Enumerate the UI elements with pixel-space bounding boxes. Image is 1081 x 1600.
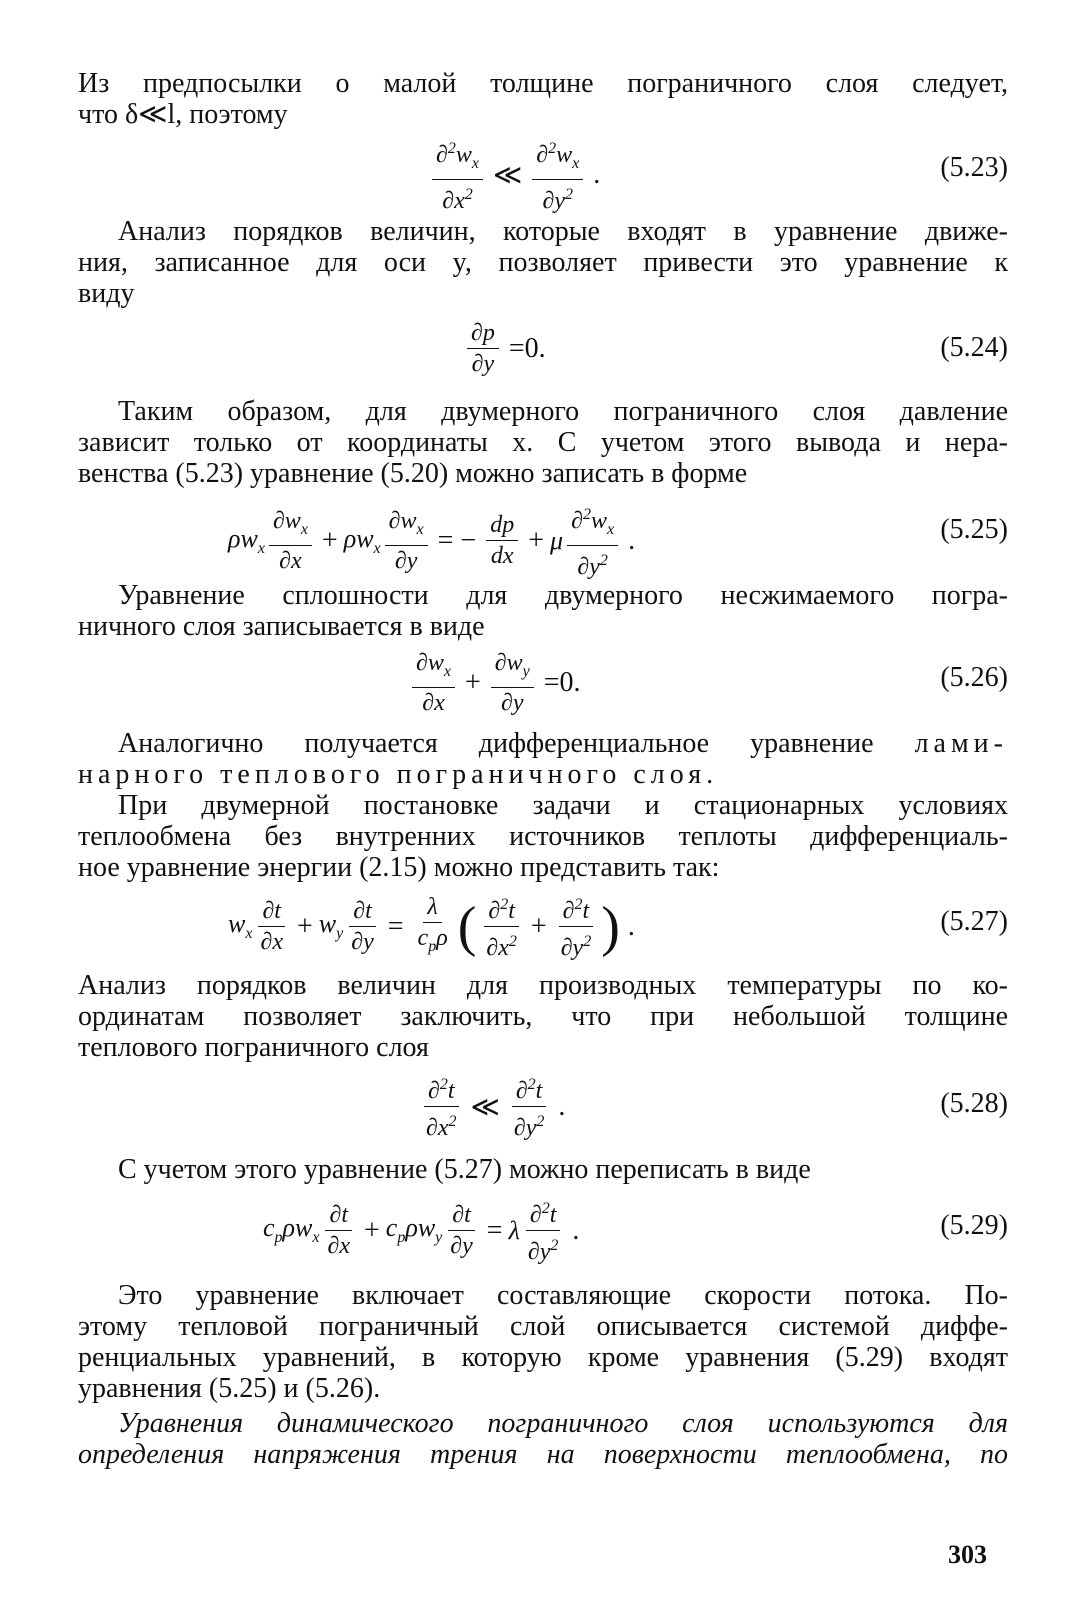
text-line: этому тепловой пограничный слой описывается системой диффе- <box>78 1311 1008 1342</box>
paragraph-8 <box>78 1154 1008 1185</box>
paragraph-3 <box>78 396 1008 489</box>
paragraph-1 <box>78 68 1008 130</box>
text-line: ничного слоя записывается в виде <box>78 611 485 642</box>
text-line: Уравнения динамического пограничного слоя используются для <box>118 1408 1008 1439</box>
equation-body: $c_p\rho w_x$ $\frac{\partial t}{\partial x}$ + $c_p\rho w_y$ $\frac{\partial t}{\partial y}$ = λ $\frac{\partial^2t}{\partial y^2}$ . <box>263 1196 585 1265</box>
paragraph-9 <box>78 1280 1008 1404</box>
paragraph-10 <box>78 1408 1008 1470</box>
equation-number: (5.25) <box>940 514 1008 545</box>
equation-5-25 <box>78 502 1008 580</box>
equation-number: (5.29) <box>940 1210 1008 1241</box>
equation-body: $\frac{\partial p}{\partial y}$ =0. <box>463 320 552 377</box>
spaced-term: лами- <box>914 728 1008 759</box>
text-line: С учетом этого уравнение (5.27) можно переписать в виде <box>118 1154 811 1185</box>
equation-5-24 <box>78 320 1008 384</box>
text-line: При двумерной постановке задачи и стационарных условиях <box>118 790 1008 821</box>
spaced-term: нарного теплового пограничного слоя. <box>78 759 719 790</box>
text-line: определения напряжения трения на поверхности теплообмена, по <box>78 1439 1008 1470</box>
text-line: уравнения (5.25) и (5.26). <box>78 1373 381 1404</box>
text-line: ния, записанное для оси y, позволяет привести это уравнение к <box>78 247 1008 278</box>
text-span: Аналогично получается дифференциальное уравнение <box>118 728 874 759</box>
equation-body: $w_x$ $\frac{\partial t}{\partial x}$ + $w_y$ $\frac{\partial t}{\partial y}$ = $\frac{\lambda}{c_p\rho}$ ( $\frac{\partial^2t}{\partial x^2}$ + $\frac{\partial^2t}{\partial y^2}$ ) . <box>228 893 635 961</box>
text-line: теплового пограничного слоя <box>78 1032 429 1063</box>
paragraph-7 <box>78 970 1008 1063</box>
text-line: Это уравнение включает составляющие скорости потока. По- <box>118 1280 1008 1311</box>
equation-number: (5.23) <box>940 152 1008 183</box>
equation-body: $\frac{\partial w_x}{\partial x}$ + $\frac{\partial w_y}{\partial y}$ =0. <box>408 650 587 716</box>
text-line: виду <box>78 278 135 309</box>
text-line: ренциальных уравнений, в которую кроме уравнения (5.29) входят <box>78 1342 1008 1373</box>
equation-5-27 <box>78 892 1008 962</box>
paragraph-2 <box>78 216 1008 309</box>
paragraph-6 <box>78 790 1008 883</box>
text-line: венства (5.23) уравнение (5.20) можно записать в форме <box>78 458 748 489</box>
equation-number: (5.28) <box>940 1088 1008 1119</box>
text-line: Анализ порядков величин для производных температуры по ко- <box>78 970 1008 1001</box>
text-line: зависит только от координаты x. С учетом этого вывода и нера- <box>78 427 1008 458</box>
text-line <box>78 728 1008 759</box>
text-line: Таким образом, для двумерного пограничного слоя давление <box>118 396 1008 427</box>
equation-number: (5.26) <box>940 662 1008 693</box>
equation-number: (5.27) <box>940 906 1008 937</box>
paragraph-5 <box>78 728 1008 790</box>
equation-number: (5.24) <box>940 332 1008 363</box>
equation-5-26 <box>78 650 1008 714</box>
text-line: Из предпосылки о малой толщине пограничного слоя следует, <box>78 68 1008 99</box>
paragraph-4 <box>78 580 1008 642</box>
text-line: ординатам позволяет заключить, что при небольшой толщине <box>78 1001 1008 1032</box>
text-line: теплообмена без внутренних источников теплоты дифференциаль- <box>78 821 1008 852</box>
text-line: Уравнение сплошности для двумерного несжимаемого погра- <box>118 580 1008 611</box>
page-number: 303 <box>948 1540 987 1569</box>
equation-body: $\frac{\partial^2t}{\partial x^2}$ ≪ $\frac{\partial^2t}{\partial y^2}$ . <box>418 1072 571 1141</box>
equation-body: $\rho w_x$ $\frac{\partial w_x}{\partial x}$ + $\rho w_x$ $\frac{\partial w_x}{\partial y}$ = − $\frac{dp}{dx}$ + μ $\frac{\partial^2w_x}{\partial y^2}$ . <box>228 502 641 580</box>
text-line: ное уравнение энергии (2.15) можно представить так: <box>78 852 720 883</box>
equation-5-28 <box>78 1072 1008 1142</box>
equation-body: $\frac{\partial^2w_x}{\partial x^2}$ ≪ $\frac{\partial^2w_x}{\partial y^2}$ . <box>428 136 606 214</box>
equation-5-29 <box>78 1196 1008 1266</box>
equation-5-23 <box>78 136 1008 214</box>
text-line: Анализ порядков величин, которые входят в уравнение движе- <box>118 216 1008 247</box>
text-line: что δ≪l, поэтому <box>78 99 288 130</box>
